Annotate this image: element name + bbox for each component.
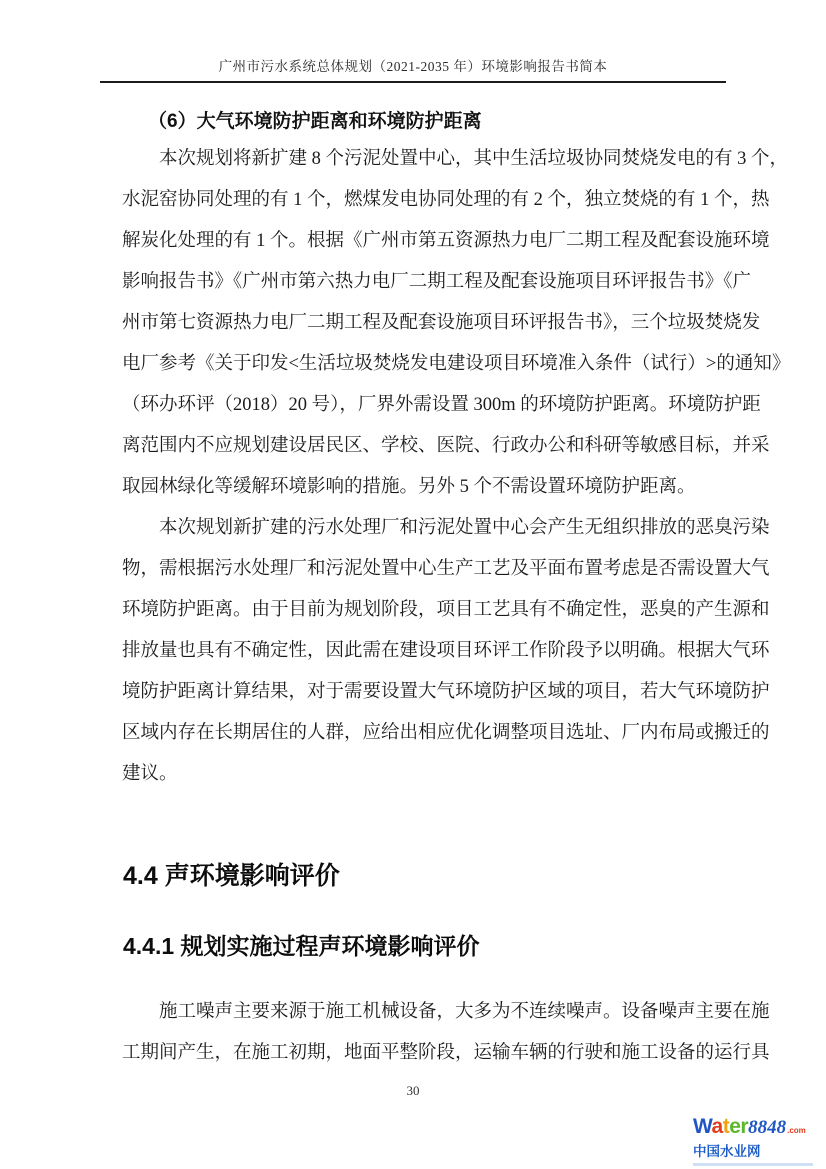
brand-tld: .com bbox=[787, 1126, 806, 1135]
text-line: 区域内存在长期居住的人群，应给出相应优化调整项目选址、厂内布局或搬迁的 bbox=[122, 723, 770, 743]
paragraph-odor-pollution bbox=[122, 508, 770, 795]
text-line: 影响报告书》《广州市第六热力电厂二期工程及配套设施项目环评报告书》《广 bbox=[122, 272, 752, 292]
subtitle-text: 中国水业网 bbox=[693, 1144, 761, 1159]
brand-letter: W bbox=[693, 1115, 712, 1138]
text-line: 施工噪声主要来源于施工机械设备，大多为不连续噪声。设备噪声主要在施 bbox=[159, 1002, 770, 1022]
watermark-brand-row bbox=[693, 1115, 817, 1139]
page-header-title: 广州市污水系统总体规划（2021-2035 年）环境影响报告书简本 bbox=[218, 59, 608, 74]
watermark-underline-bar bbox=[693, 1163, 813, 1166]
text-line: 本次规划新扩建的污水处理厂和污泥处置中心会产生无组织排放的恶臭污染 bbox=[159, 518, 770, 538]
brand-wordmark bbox=[693, 1115, 748, 1139]
text-line: 电厂参考《关于印发<生活垃圾焚烧发电建设项目环境准入条件（试行）>的通知》 bbox=[122, 354, 791, 374]
text-line: 建议。 bbox=[122, 764, 178, 784]
text-line: 解炭化处理的有 1 个。根据《广州市第五资源热力电厂二期工程及配套设施环境 bbox=[122, 231, 770, 251]
text-line: 工期间产生，在施工初期，地面平整阶段，运输车辆的行驶和施工设备的运行具 bbox=[122, 1043, 770, 1063]
text-line: 水泥窑协同处理的有 1 个，燃煤发电协同处理的有 2 个，独立焚烧的有 1 个，热 bbox=[122, 190, 770, 210]
brand-letter: e bbox=[729, 1115, 741, 1138]
text-line: 境防护距离计算结果，对于需要设置大气环境防护区域的项目，若大气环境防护 bbox=[122, 682, 770, 702]
section-heading-4-4-1: 4.4.1 规划实施过程声环境影响评价 bbox=[123, 933, 480, 959]
text-line: 州市第七资源热力电厂二期工程及配套设施项目环评报告书》，三个垃圾焚烧发 bbox=[122, 313, 761, 333]
brand-letter: t bbox=[722, 1115, 730, 1138]
text-line: 环境防护距离。由于目前为规划阶段，项目工艺具有不确定性，恶臭的产生源和 bbox=[122, 600, 770, 620]
watermark-subtitle bbox=[693, 1140, 813, 1160]
brand-letter: r bbox=[740, 1115, 749, 1138]
paragraph-construction-noise bbox=[122, 992, 770, 1074]
text-line: 物，需根据污水处理厂和污泥处置中心生产工艺及平面布置考虑是否需设置大气 bbox=[122, 559, 770, 579]
brand-number: 8848 bbox=[748, 1117, 787, 1138]
page-number: 30 bbox=[406, 1083, 420, 1098]
text-line: 离范围内不应规划建设居民区、学校、医院、行政办公和科研等敏感目标，并采 bbox=[122, 436, 770, 456]
header-divider bbox=[100, 81, 726, 83]
text-line: 本次规划将新扩建 8 个污泥处置中心，其中生活垃圾协同焚烧发电的有 3 个， bbox=[159, 149, 789, 169]
text-line: 取园林绿化等缓解环境影响的措施。另外 5 个不需设置环境防护距离。 bbox=[122, 477, 696, 497]
paragraph-sludge-centers bbox=[122, 139, 791, 508]
brand-letter: a bbox=[711, 1115, 723, 1138]
heading-air-protection-distance: （6）大气环境防护距离和环境防护距离 bbox=[148, 111, 482, 132]
section-heading-4-4: 4.4 声环境影响评价 bbox=[123, 862, 340, 890]
text-line: 排放量也具有不确定性，因此需在建设项目环评工作阶段予以明确。根据大气环 bbox=[122, 641, 770, 661]
text-line: （环办环评（2018）20 号），厂界外需设置 300m 的环境防护距离。环境防护距 bbox=[122, 395, 761, 415]
water8848-watermark-logo bbox=[693, 1115, 817, 1166]
